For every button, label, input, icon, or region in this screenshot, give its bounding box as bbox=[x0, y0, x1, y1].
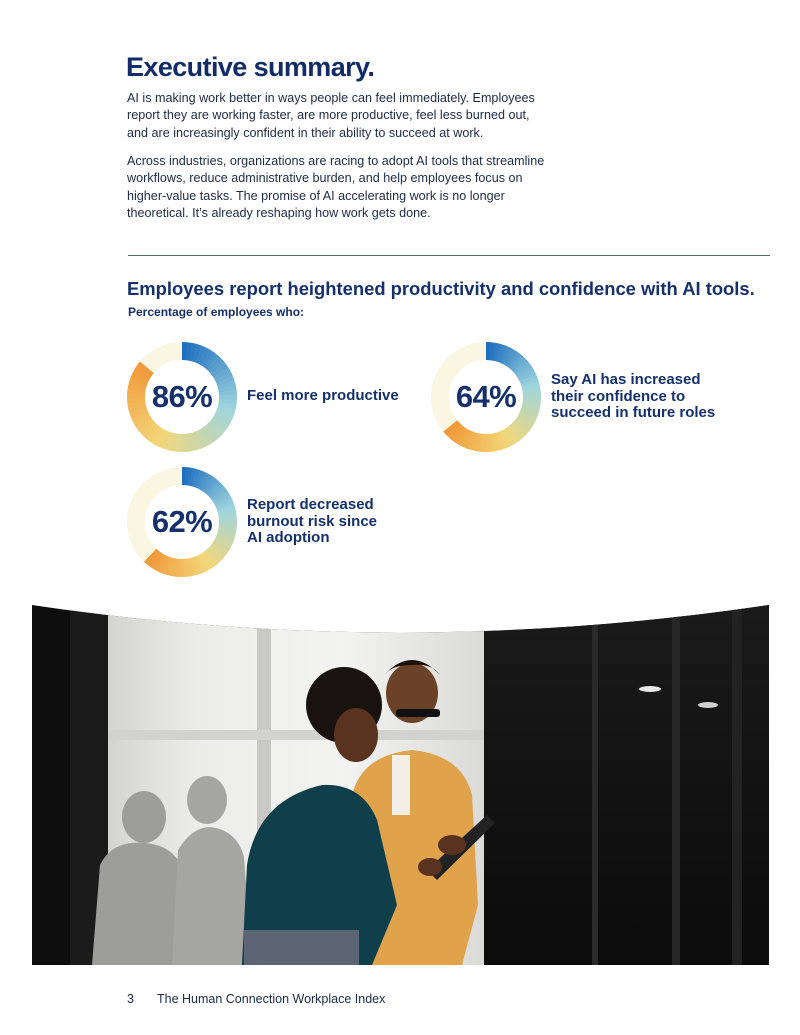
section-subtitle: Percentage of employees who: bbox=[128, 305, 305, 319]
section-title: Employees report heightened productivity and confidence with AI tools. bbox=[127, 278, 755, 299]
section-divider bbox=[128, 255, 770, 256]
page-number: 3 bbox=[127, 992, 134, 1006]
stat-percentage: 86% bbox=[151, 379, 213, 414]
intro-paragraph-2: Across industries, organizations are racing to adopt AI tools that streamline workflows, reduce administrative burden, and help employees focus on higher-value tasks. The promise of AI accelerating work is no longer theoretical. It’s already reshaping how work gets done. bbox=[127, 154, 545, 221]
stat-percentage: 64% bbox=[455, 379, 517, 414]
stat-label-burnout: Report decreased burnout risk since AI adoption bbox=[247, 496, 378, 546]
photo-icon bbox=[32, 605, 769, 965]
page-title: Executive summary. bbox=[126, 52, 375, 82]
donut-chart-confidence bbox=[430, 341, 542, 453]
intro-paragraph-1: AI is making work better in ways people can feel immediately. Employees report they are working faster, are more productive, feel less burned out, and are increasingly confident in their ability to succeed at work. bbox=[127, 91, 535, 140]
donut-chart-burnout bbox=[126, 466, 238, 578]
stat-label-productive: Feel more productive bbox=[247, 387, 399, 404]
publication-title: The Human Connection Workplace Index bbox=[157, 992, 386, 1006]
donut-chart-productive bbox=[126, 341, 238, 453]
stat-label-confidence: Say AI has increased their confidence to succeed in future roles bbox=[551, 371, 716, 421]
hero-photo bbox=[32, 605, 769, 965]
stat-percentage: 62% bbox=[151, 504, 213, 539]
